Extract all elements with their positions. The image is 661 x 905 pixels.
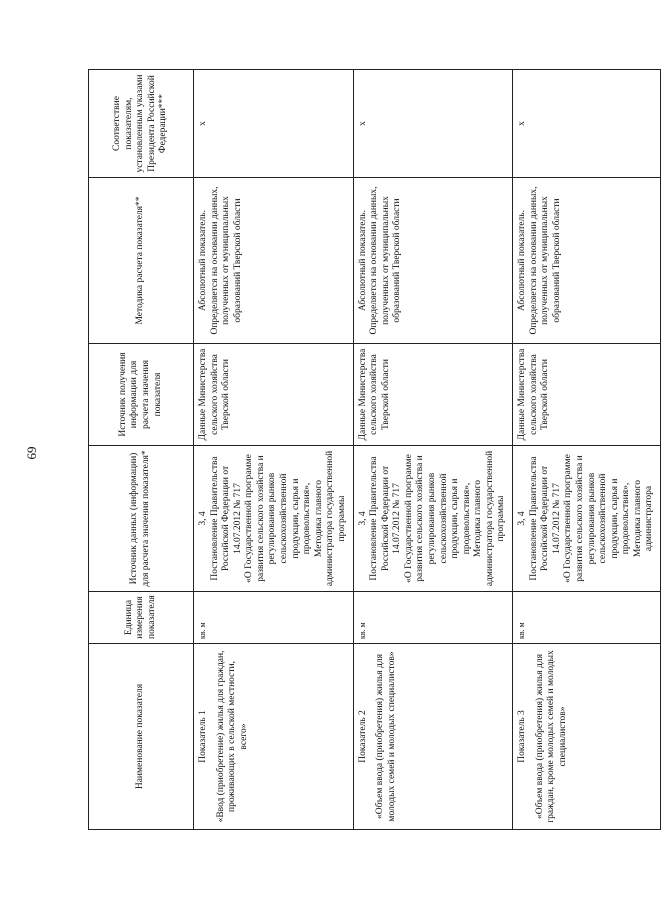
data-source-cell — [513, 446, 661, 592]
source-line: Постановление Правительства Российской Федерации от 14.07.2012 № 717 — [369, 456, 403, 581]
source-number: 3, 4 — [517, 511, 528, 526]
method-cell: Абсолютный показатель. Определяется на основании данных, полученных от муниципальных образований Тверской области — [353, 178, 513, 344]
source-line: Постановление Правительства Российской Федерации от 14.07.2012 № 717 — [528, 456, 562, 581]
method-cell: Абсолютный показатель. Определяется на основании данных, полученных от муниципальных образований Тверской области — [513, 178, 661, 344]
indicator-title: Показатель 3 — [517, 710, 528, 763]
match-cell: х — [513, 70, 661, 178]
indicator-name: «Объем ввода (приобретения) жилья для молодых семей и молодых специалистов» — [375, 651, 397, 822]
header-match: Соответствие показателям, установленным указами Президента Российской Федерации*** — [89, 70, 194, 178]
indicator-name-cell — [194, 644, 354, 830]
info-source-cell: Данные Министерства сельского хозяйства Тверской области — [513, 344, 661, 446]
source-line: Методика главного администратора государственной программы — [473, 450, 507, 587]
unit-cell: кв. м — [353, 592, 513, 644]
table-header-row — [89, 70, 194, 830]
table-row — [353, 70, 513, 830]
table-row — [513, 70, 661, 830]
match-cell: х — [353, 70, 513, 178]
page-number: 69 — [24, 446, 39, 460]
header-info-source: Источник получения информации для расчета значения показателя — [89, 344, 194, 446]
indicator-name: «Ввод (приобретение) жилья для граждан, проживающих в сельской местности, всего» — [215, 650, 249, 823]
info-source-cell: Данные Министерства сельского хозяйства Тверской области — [194, 344, 354, 446]
indicator-title: Показатель 1 — [198, 710, 208, 763]
unit-cell: кв. м — [513, 592, 661, 644]
rotated-table-container — [88, 70, 655, 830]
header-data-source: Источник данных (информации) для расчета значения показателя* — [89, 446, 194, 592]
data-source-cell — [194, 446, 354, 592]
source-line: Методика главного администратора — [632, 479, 655, 558]
indicator-name: «Объем ввода (приобретения) жилья для граждан, кроме молодых семей и молодых специалистов» — [534, 650, 568, 823]
header-method: Методика расчета показателя** — [89, 178, 194, 344]
table-row — [194, 70, 354, 830]
source-line: «О Государственной программе развития сельского хозяйства и регулирования рынков сельскохозяйственной продукции, сырья и продовольствия», — [563, 454, 632, 583]
indicator-name-cell — [353, 644, 513, 830]
match-cell: х — [194, 70, 354, 178]
indicator-title: Показатель 2 — [357, 710, 368, 763]
indicator-name-cell — [513, 644, 661, 830]
source-line: «О Государственной программе развития сельского хозяйства и регулирования рынков сельскохозяйственной продукции, сырья и продовольствия», — [403, 454, 472, 583]
source-line: Постановление Правительства Российской Федерации от 14.07.2012 № 717 — [209, 456, 243, 581]
info-source-cell: Данные Министерства сельского хозяйства Тверской области — [353, 344, 513, 446]
source-line: Методика главного администратора государственной программы — [313, 450, 347, 587]
data-source-cell — [353, 446, 513, 592]
header-name: Наименование показателя — [89, 644, 194, 830]
source-number: 3, 4 — [357, 511, 368, 526]
method-cell: Абсолютный показатель. Определяется на основании данных, полученных от муниципальных образований Тверской области — [194, 178, 354, 344]
header-unit: Единица измерения показателя — [89, 592, 194, 644]
unit-cell: кв. м — [194, 592, 354, 644]
source-number: 3, 4 — [198, 511, 208, 526]
indicators-table — [88, 69, 661, 830]
source-line: «О Государственной программе развития сельского хозяйства и регулирования рынков сельскохозяйственной продукции, сырья и продовольствия», — [244, 454, 313, 583]
